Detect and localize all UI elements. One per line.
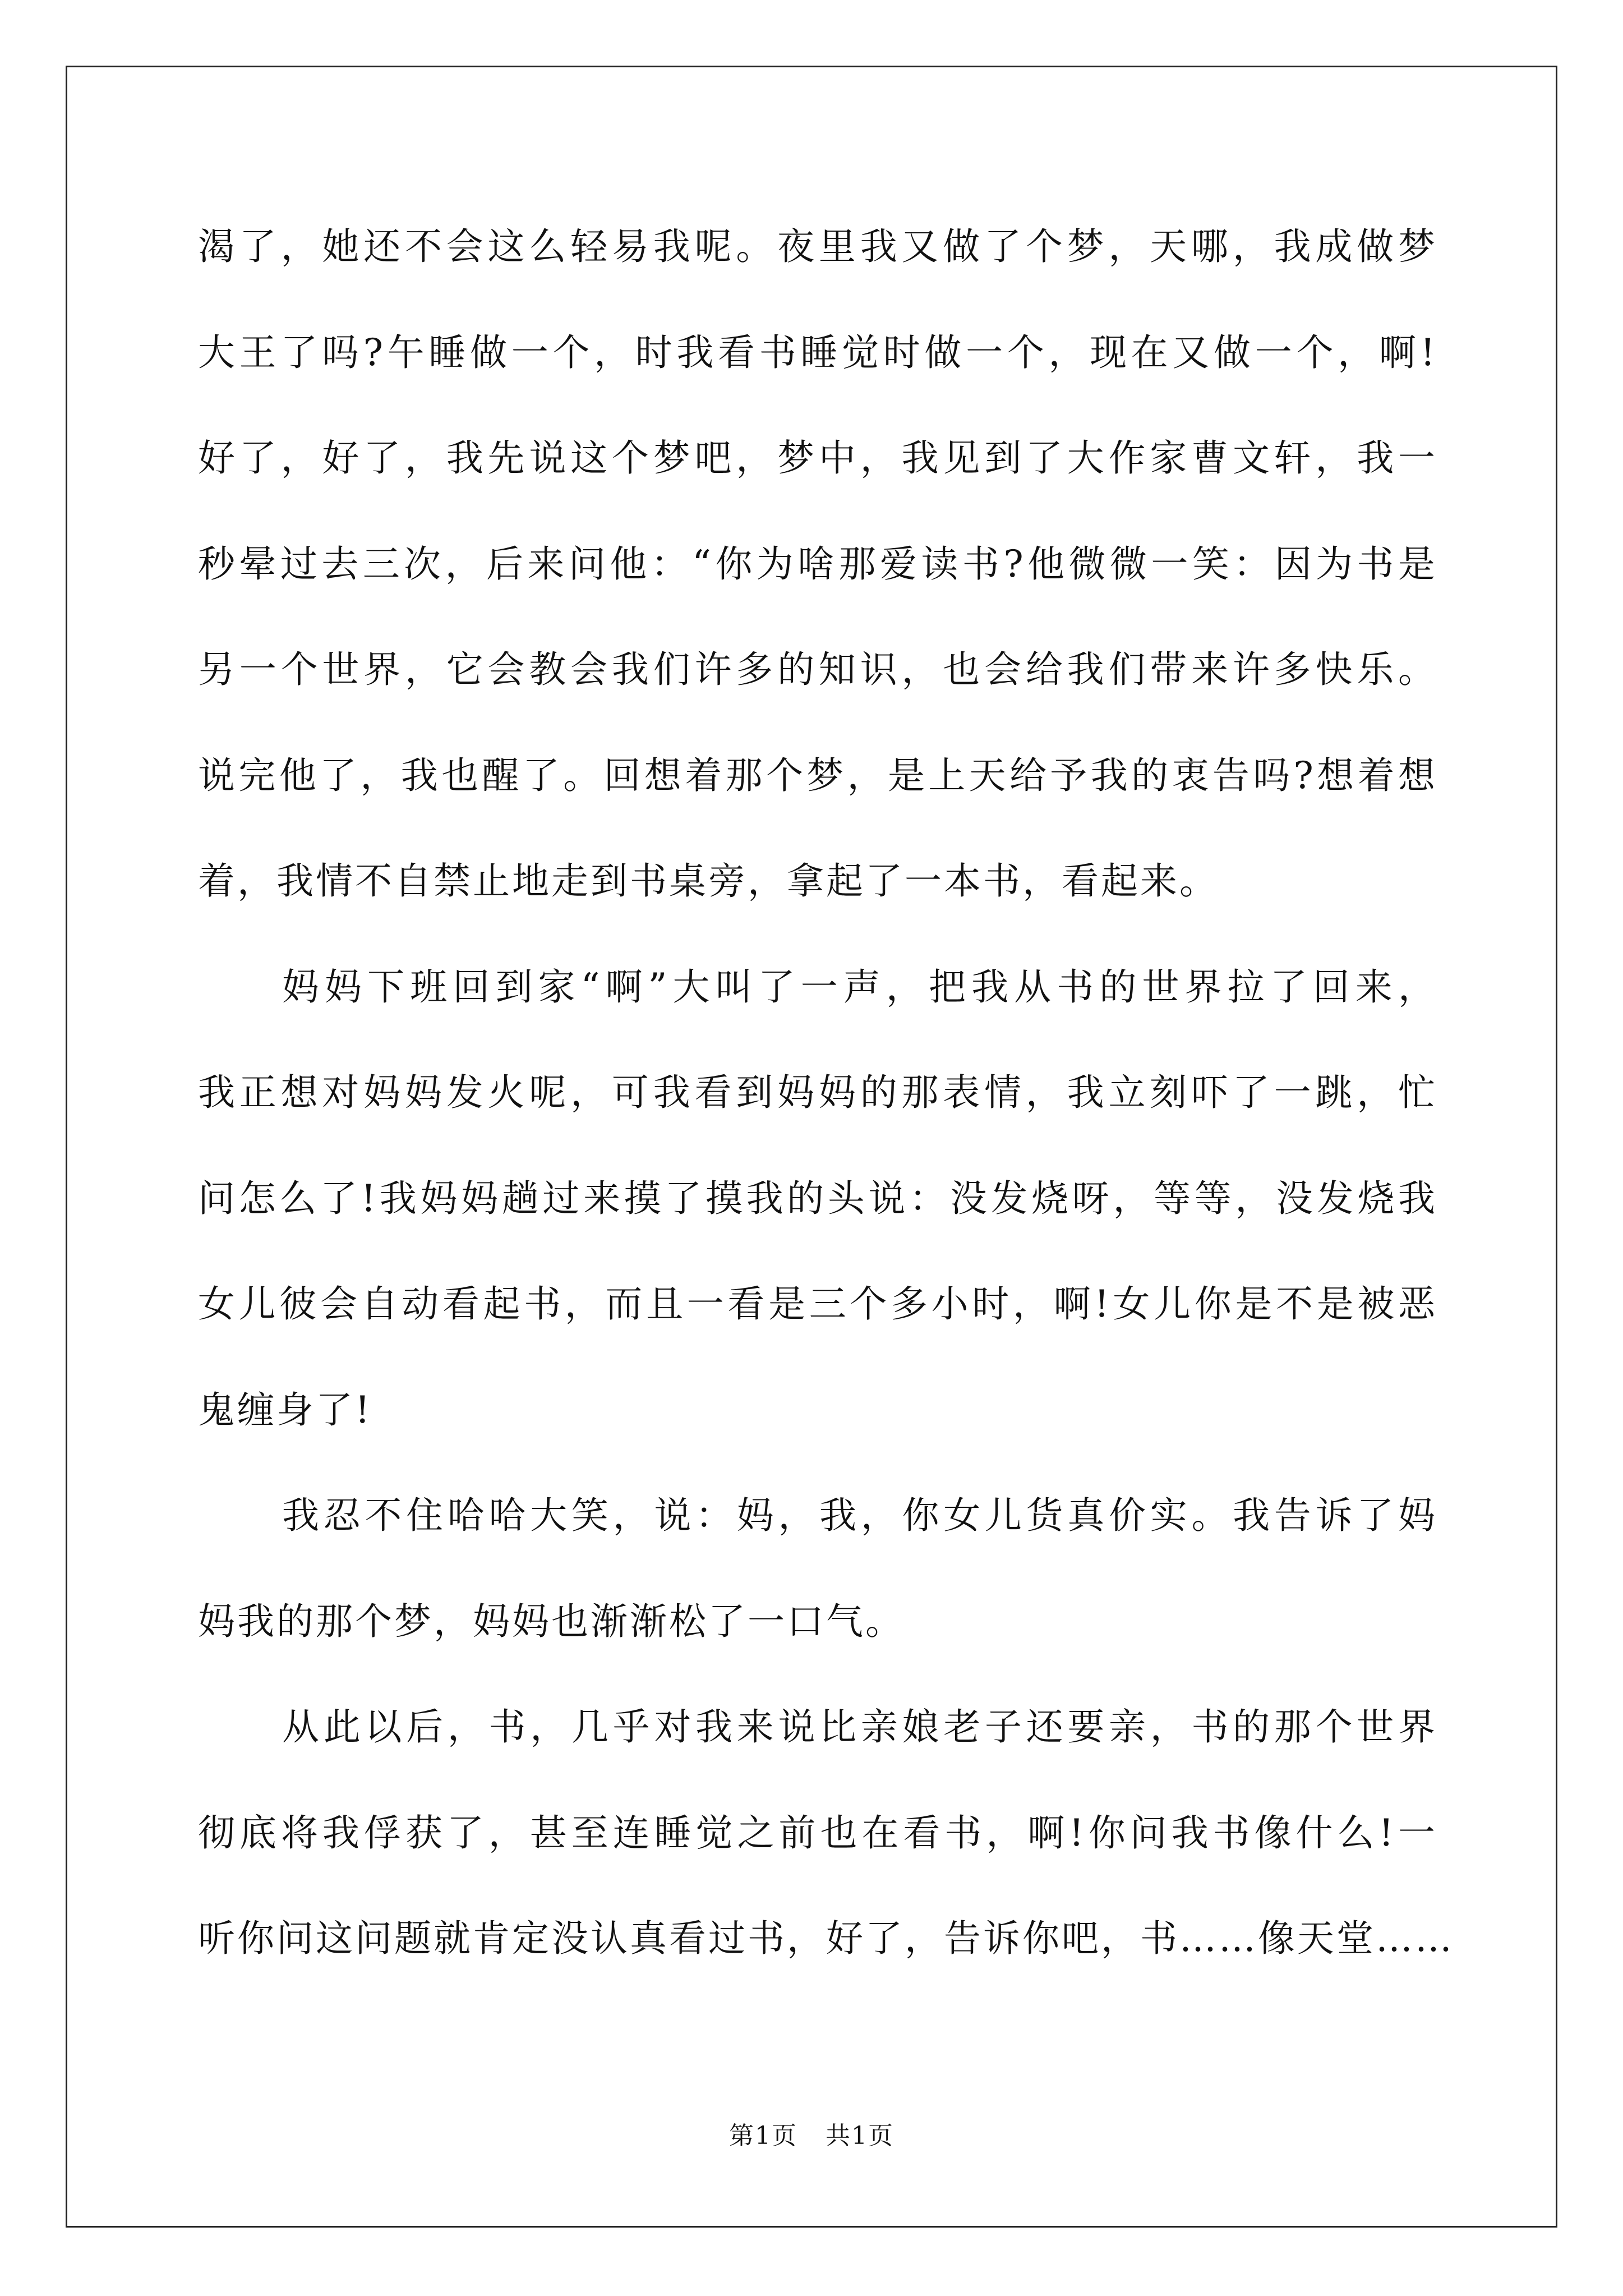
- text-line: 秒晕过去三次，后来问他：“你为啥那爱读书?他微微一笑：因为书是: [198, 542, 1437, 586]
- text-line: 问怎么了!我妈妈趟过来摸了摸我的头说：没发烧呀，等等，没发烧我: [198, 1176, 1437, 1220]
- text-line: 妈我的那个梦，妈妈也渐渐松了一口气。: [198, 1599, 905, 1643]
- text-line: 好了，好了，我先说这个梦吧，梦中，我见到了大作家曹文轩，我一: [198, 436, 1437, 480]
- text-line: 另一个世界，它会教会我们许多的知识，也会给我们带来许多快乐。: [198, 648, 1437, 691]
- text-line: 女儿彼会自动看起书，而且一看是三个多小时，啊!女儿你是不是被恶: [198, 1282, 1437, 1326]
- text-line: 说完他了，我也醒了。回想着那个梦，是上天给予我的衷告吗?想着想: [198, 753, 1437, 797]
- page-total: 共1页: [826, 2122, 894, 2150]
- text-line: 彻底将我俘获了，甚至连睡觉之前也在看书，啊!你问我书像什么!一: [198, 1811, 1437, 1855]
- paragraph-first-line: 我忍不住哈哈大笑，说：妈，我，你女儿货真价实。我告诉了妈: [282, 1494, 1437, 1537]
- text-line: 鬼缠身了!: [198, 1388, 372, 1432]
- paragraph-first-line: 从此以后，书，几乎对我来说比亲娘老子还要亲，书的那个世界: [282, 1705, 1437, 1749]
- text-line: 听你问这问题就肯定没认真看过书，好了，告诉你吧，书……像天堂……: [198, 1917, 1454, 1960]
- document-body: [198, 213, 1454, 2011]
- page-footer: [0, 2119, 1623, 2153]
- text-line: 我正想对妈妈发火呢，可我看到妈妈的那表情，我立刻吓了一跳，忙: [198, 1071, 1437, 1114]
- text-line: 渴了，她还不会这么轻易我呢。夜里我又做了个梦，天哪，我成做梦: [198, 225, 1437, 268]
- text-line: 着，我情不自禁止地走到书桌旁，拿起了一本书，看起来。: [198, 859, 1219, 903]
- paragraph-first-line: 妈妈下班回到家“啊”大叫了一声，把我从书的世界拉了回来，: [282, 965, 1437, 1009]
- text-line: 大王了吗?午睡做一个，时我看书睡觉时做一个，现在又做一个，啊!: [198, 330, 1437, 374]
- page-number: 第1页: [729, 2122, 797, 2150]
